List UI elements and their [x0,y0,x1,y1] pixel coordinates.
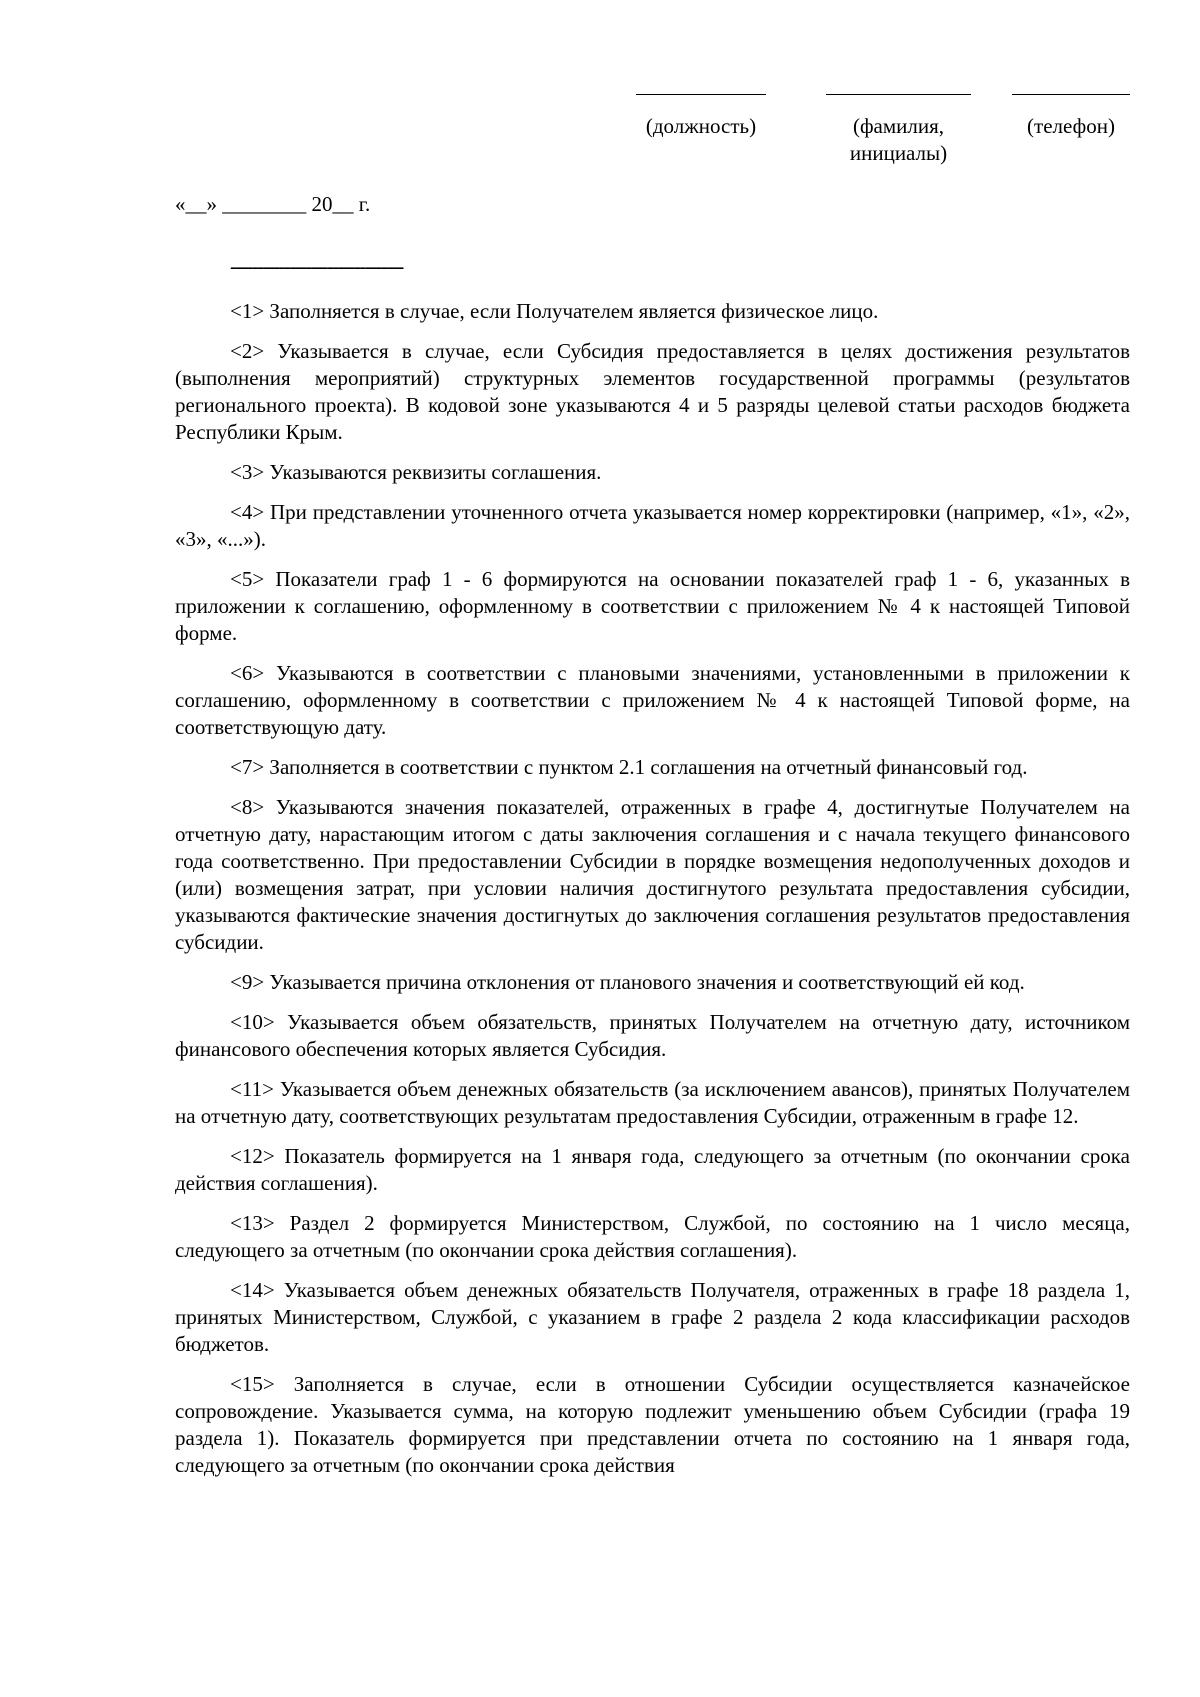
position-caption: (должность) [645,114,757,138]
position-blank-line [636,94,766,95]
phone-blank-line [1012,94,1130,95]
signature-position-column [636,94,766,140]
footnote-5: <5> Показатели граф 1 - 6 формируются на основании показателей граф 1 - 6, указанных в приложении к соглашению, оформленному в соответствии с приложением № 4 к настоящей Типовой форме. [175,567,1130,645]
phone-caption: (телефон) [1027,114,1115,138]
footnote-13: <13> Раздел 2 формируется Министерством, Службой, по состоянию на 1 число месяца, следующего за отчетным (по окончании срока действия соглашения). [175,1211,1130,1262]
name-caption: (фамилия, инициалы) [849,114,948,165]
footnotes-list [175,298,1130,1492]
footnote-9: <9> Указывается причина отклонения от планового значения и соответствующий ей код. [230,970,1025,994]
signature-name-column [826,94,971,167]
footnote-4: <4> При представлении уточненного отчета указывается номер корректировки (например, «1», «2», «3», «...»). [175,500,1130,551]
date-line: «__» ________ 20__ г. [175,192,371,216]
footnote-11: <11> Указывается объем денежных обязательств (за исключением авансов), принятых Получателем на отчетную дату, соответствующих результатам предоставления Субсидии, отраженным в графе 12. [175,1077,1130,1128]
footnote-8: <8> Указываются значения показателей, отраженных в графе 4, достигнутые Получателем на отчетную дату, нарастающим итогом с даты заключения соглашения и с начала текущего финансового года соответственно. При предоставлении Субсидии в порядке возмещения недополученных доходов и (или) возмещения затрат, при условии наличия достигнутого результата предоставления субсидии, указываются фактические значения достигнутых до заключения соглашения результатов предоставления субсидии. [175,795,1130,954]
footnote-3: <3> Указываются реквизиты соглашения. [230,460,602,484]
footnote-7: <7> Заполняется в соответствии с пунктом 2.1 соглашения на отчетный финансовый год. [230,755,1028,779]
footnote-6: <6> Указываются в соответствии с плановыми значениями, установленными в приложении к соглашению, оформленному в соответствии с приложением № 4 к настоящей Типовой форме, на соответствующую дату. [175,661,1130,739]
footnote-15: <15> Заполняется в случае, если в отношении Субсидии осуществляется казначейское сопровождение. Указывается сумма, на которую подлежит уменьшению объем Субсидии (графа 19 раздела 1). Показатель формируется при представлении отчета по состоянию на 1 января года, следующего за отчетным (по окончании срока действия [175,1372,1130,1477]
footnote-1: <1> Заполняется в случае, если Получателем является физическое лицо. [230,299,879,323]
footnote-separator: -------------------------------- [230,254,403,278]
footnote-12: <12> Показатель формируется на 1 января года, следующего за отчетным (по окончании срока действия соглашения). [175,1144,1130,1195]
footnote-14: <14> Указывается объем денежных обязательств Получателя, отраженных в графе 18 раздела 1, принятых Министерством, Службой, с указанием в графе 2 раздела 2 кода классификации расходов бюджетов. [175,1278,1130,1356]
signature-phone-column [1012,94,1130,140]
signature-block [636,94,1130,174]
footnote-10: <10> Указывается объем обязательств, принятых Получателем на отчетную дату, источником финансового обеспечения которых является Субсидия. [175,1010,1130,1061]
name-blank-line [826,94,971,95]
footnote-2: <2> Указывается в случае, если Субсидия предоставляется в целях достижения результатов (выполнения мероприятий) структурных элементов государственной программы (результатов регионального проекта). В кодовой зоне указываются 4 и 5 разряды целевой статьи расходов бюджета Республики Крым. [175,339,1130,444]
